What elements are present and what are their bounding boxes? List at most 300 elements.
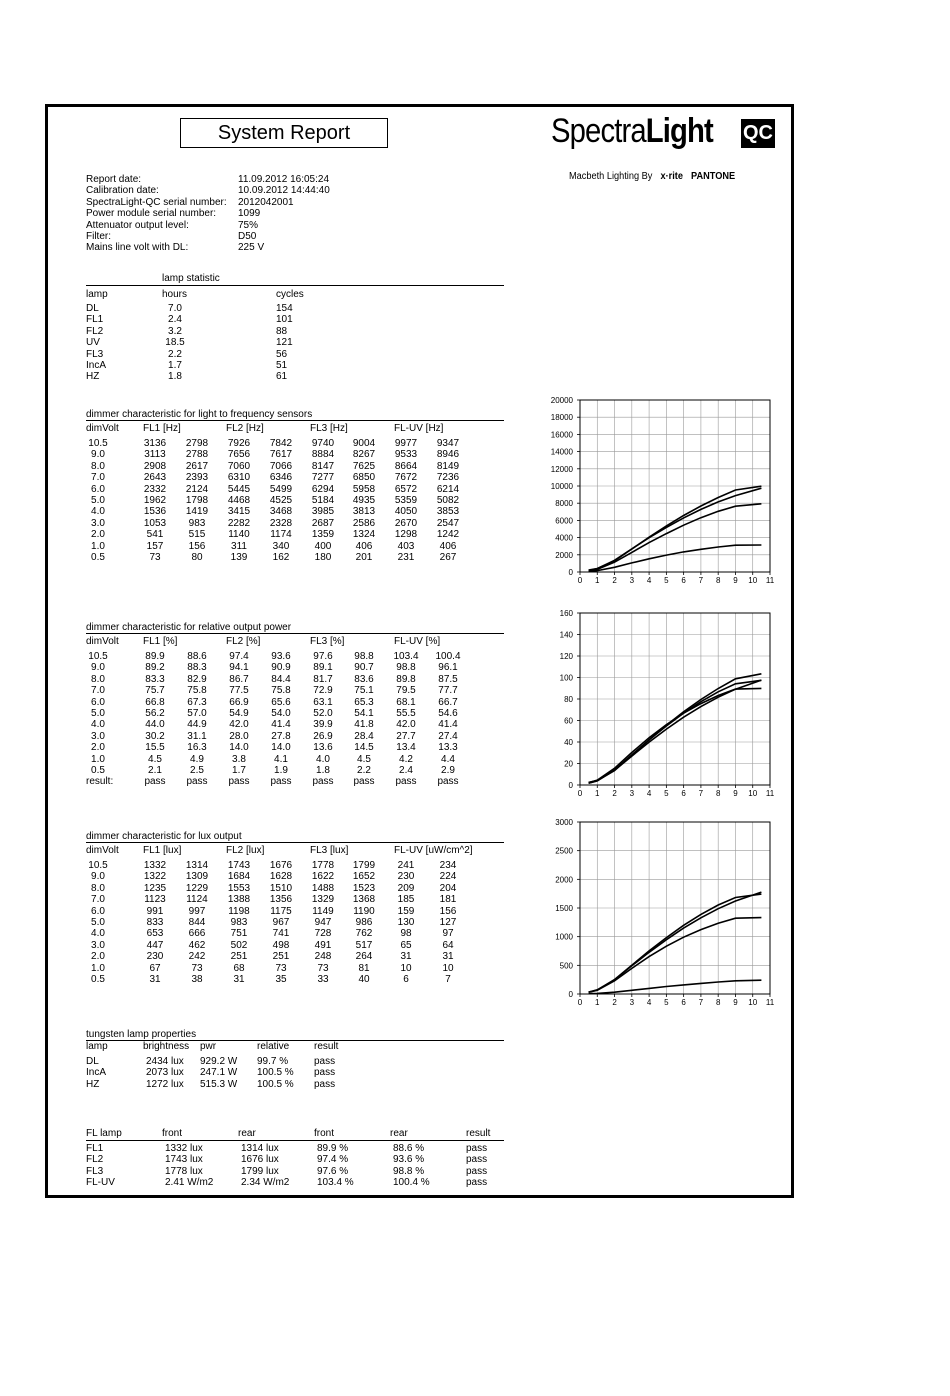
column-header: dimVolt: [86, 423, 119, 434]
result-cell: pass: [395, 776, 417, 788]
table-cell: 86.7: [229, 673, 249, 685]
result-cell: pass: [437, 776, 459, 788]
logo-pantone: PANTONE: [691, 171, 736, 182]
x-tick-label: 4: [646, 998, 652, 1007]
column-header: front: [162, 1128, 183, 1139]
table-cell: 1.9: [274, 765, 288, 776]
table-cell: 1368: [352, 894, 376, 906]
result-label: result:: [86, 776, 114, 788]
table-cell: 8147: [311, 460, 335, 472]
column-header: FL1 [lux]: [143, 845, 182, 856]
column-header: FL3 [lux]: [310, 845, 349, 856]
y-tick-label: 120: [559, 652, 573, 661]
table-cell: 1.7: [168, 360, 182, 371]
x-tick-label: 9: [733, 998, 738, 1007]
table-cell: 1272 lux: [146, 1078, 184, 1090]
table-cell: 82.9: [187, 673, 207, 685]
table-cell: 75.8: [271, 685, 291, 697]
table-cell: FL2: [86, 1154, 104, 1166]
table-cell: 1314: [185, 860, 209, 871]
table-cell: 31: [149, 974, 161, 985]
table-cell: 66.9: [229, 696, 249, 708]
table-cell: 57.0: [187, 708, 207, 719]
x-tick-label: 3: [629, 576, 635, 585]
table-cell: 241: [397, 860, 415, 871]
table-cell: 7236: [436, 472, 460, 484]
table-cell: 2788: [185, 449, 209, 461]
table-cell: pass: [466, 1143, 488, 1154]
column-header: FL3 [Hz]: [310, 423, 348, 434]
table-cell: 986: [355, 917, 373, 928]
table-cell: 9347: [436, 438, 460, 449]
table-cell: 7.0: [168, 303, 182, 314]
table-cell: 65: [400, 939, 412, 951]
table-cell: FL2: [86, 325, 104, 337]
table-cell: 3468: [269, 506, 293, 518]
table-cell: 2.2: [168, 348, 182, 360]
table-cell: 181: [439, 894, 457, 906]
column-header: relative: [257, 1041, 290, 1052]
column-header: pwr: [200, 1041, 217, 1052]
table-cell: 89.2: [145, 662, 165, 674]
table-cell: 1.7: [232, 765, 246, 776]
table-cell: 1622: [311, 871, 335, 883]
table-cell: 31.1: [187, 730, 207, 742]
table-cell: 103.4 %: [317, 1177, 354, 1189]
table-cell: 101: [276, 314, 293, 326]
table-cell: 38: [191, 974, 203, 985]
table-cell: 13.3: [438, 742, 458, 754]
table-cell: 1962: [143, 495, 167, 506]
table-cell: 983: [188, 517, 206, 529]
table-cell: 31: [442, 951, 454, 963]
y-tick-label: 4000: [555, 533, 573, 543]
table-cell: 7625: [352, 460, 376, 472]
table-cell: 406: [355, 540, 373, 552]
table-cell: 498: [272, 939, 290, 951]
table-cell: 541: [146, 529, 164, 541]
table-cell: 3853: [436, 506, 460, 518]
table-cell: 8946: [436, 449, 460, 461]
table-cell: 1332: [143, 860, 167, 871]
table-cell: 28.4: [354, 730, 374, 742]
table-cell: 251: [272, 951, 290, 963]
table-cell: 230: [397, 871, 415, 883]
table-cell: 14.5: [354, 742, 374, 754]
table-cell: 340: [272, 540, 290, 552]
column-header: lamp: [86, 289, 108, 300]
table-cell: 2393: [185, 472, 209, 484]
table-cell: 1676: [269, 860, 293, 871]
table-cell: 7672: [394, 472, 418, 484]
info-label: Report date:: [86, 174, 142, 185]
table-cell: 97.6: [313, 651, 333, 662]
table-cell: 51: [276, 360, 288, 371]
column-header: FL-UV [uW/cm^2]: [394, 845, 473, 856]
result-cell: pass: [186, 776, 208, 788]
table-cell: 9004: [352, 438, 376, 449]
table-cell: 1314 lux: [241, 1143, 279, 1154]
column-header: FL2 [%]: [226, 636, 261, 647]
table-cell: 2687: [311, 517, 335, 529]
table-cell: 2908: [143, 460, 167, 472]
info-label: Filter:: [86, 231, 111, 242]
table-cell: HZ: [86, 371, 100, 383]
info-value: 1099: [238, 208, 261, 220]
section-title: lamp statistic: [162, 273, 220, 284]
table-cell: 31: [400, 951, 412, 963]
table-cell: 515.3 W: [200, 1078, 238, 1090]
table-cell: 2.9: [441, 765, 455, 776]
table-cell: 502: [230, 939, 248, 951]
column-header: FL-UV [Hz]: [394, 423, 444, 434]
table-cell: 1488: [311, 882, 335, 894]
table-cell: 1523: [352, 882, 376, 894]
table-cell: 162: [272, 552, 290, 563]
table-cell: 9.0: [91, 871, 105, 883]
table-cell: 4.5: [148, 753, 162, 765]
x-tick-label: 3: [629, 789, 635, 798]
y-tick-label: 0: [568, 990, 573, 999]
table-cell: HZ: [86, 1078, 100, 1090]
table-cell: 77.7: [438, 685, 458, 697]
table-cell: 7.0: [91, 685, 105, 697]
table-cell: 98.8 %: [393, 1165, 425, 1177]
table-cell: 1332 lux: [165, 1143, 203, 1154]
table-cell: 15.5: [145, 742, 165, 754]
table-cell: 8884: [311, 449, 335, 461]
table-cell: 515: [188, 529, 206, 541]
table-cell: 947: [314, 917, 332, 928]
result-cell: pass: [270, 776, 292, 788]
table-cell: 13.6: [313, 742, 333, 754]
table-cell: 3985: [311, 506, 335, 518]
table-cell: 154: [276, 303, 293, 314]
table-cell: 762: [355, 928, 373, 940]
table-cell: 100.4: [435, 651, 461, 662]
table-cell: 2434 lux: [146, 1056, 184, 1067]
table-cell: 88.3: [187, 662, 207, 674]
table-cell: DL: [86, 1056, 99, 1067]
y-tick-label: 1000: [555, 932, 573, 942]
table-cell: 127: [439, 917, 457, 928]
table-cell: pass: [466, 1154, 488, 1166]
table-cell: 247.1 W: [200, 1067, 238, 1079]
table-cell: 1198: [228, 905, 250, 917]
column-header: rear: [390, 1128, 408, 1139]
x-tick-label: 11: [765, 998, 775, 1007]
column-header: rear: [238, 1128, 256, 1139]
table-cell: 2.0: [91, 742, 105, 754]
info-label: Attenuator output level:: [86, 219, 189, 231]
result-cell: pass: [312, 776, 334, 788]
table-cell: 44.0: [145, 719, 165, 731]
table-cell: 2643: [143, 472, 167, 484]
table-cell: 31: [233, 974, 245, 985]
section-title: dimmer characteristic for light to frequency sensors: [86, 409, 313, 420]
x-tick-label: 1: [595, 789, 600, 798]
table-cell: 6.0: [91, 483, 105, 495]
info-value: 225 V: [238, 242, 265, 254]
table-cell: 9533: [394, 449, 418, 461]
table-cell: 80: [191, 552, 203, 563]
table-cell: 65.3: [354, 696, 374, 708]
column-header: dimVolt: [86, 636, 119, 647]
table-cell: 18.5: [165, 337, 185, 349]
table-cell: 8267: [352, 449, 376, 461]
column-header: hours: [162, 289, 188, 300]
table-cell: 156: [439, 905, 457, 917]
x-tick-label: 2: [612, 998, 617, 1007]
table-cell: FL3: [86, 1165, 104, 1177]
y-tick-label: 2500: [555, 846, 573, 856]
table-cell: 5082: [436, 495, 460, 506]
y-tick-label: 2000: [555, 875, 573, 885]
table-cell: 75.1: [354, 685, 374, 697]
table-cell: 68.1: [396, 696, 416, 708]
table-cell: 67: [149, 962, 161, 974]
table-cell: 89.8: [396, 673, 416, 685]
table-cell: 8149: [436, 460, 460, 472]
table-cell: 98.8: [354, 651, 374, 662]
table-cell: 1.0: [91, 540, 105, 552]
table-cell: 4935: [352, 495, 376, 506]
table-cell: 4.5: [357, 753, 371, 765]
table-cell: 6.0: [91, 905, 105, 917]
table-cell: 4525: [269, 495, 293, 506]
table-cell: 97.4: [229, 651, 249, 662]
table-cell: 2.0: [91, 951, 105, 963]
table-cell: 10: [442, 962, 454, 974]
info-value: 10.09.2012 14:44:40: [238, 185, 330, 197]
table-cell: 406: [439, 540, 457, 552]
table-cell: 3415: [227, 506, 251, 518]
x-tick-label: 5: [664, 576, 669, 585]
table-cell: 10.5: [88, 651, 108, 662]
y-tick-label: 6000: [555, 516, 573, 526]
y-tick-label: 16000: [550, 430, 573, 440]
table-cell: 7066: [269, 460, 293, 472]
table-cell: 81.7: [313, 673, 333, 685]
table-cell: 130: [397, 917, 415, 928]
table-cell: 1140: [228, 529, 250, 541]
x-tick-label: 0: [577, 576, 583, 585]
y-tick-label: 100: [559, 673, 573, 683]
table-cell: 54.0: [271, 708, 291, 719]
table-cell: 6310: [227, 472, 251, 484]
table-cell: 103.4: [393, 651, 419, 662]
result-cell: pass: [228, 776, 250, 788]
table-cell: 2.5: [190, 765, 204, 776]
table-cell: 1510: [269, 882, 293, 894]
table-cell: 39.9: [313, 719, 333, 731]
table-cell: 844: [188, 917, 206, 928]
table-cell: 983: [230, 917, 248, 928]
table-cell: 2798: [185, 438, 209, 449]
column-header: cycles: [276, 289, 304, 300]
x-tick-label: 10: [748, 998, 758, 1007]
x-tick-label: 9: [733, 576, 738, 585]
table-cell: 5445: [227, 483, 251, 495]
y-tick-label: 8000: [555, 499, 573, 509]
table-cell: 30.2: [145, 730, 165, 742]
table-cell: 159: [397, 905, 415, 917]
table-cell: 84.4: [271, 673, 291, 685]
x-tick-label: 8: [715, 789, 721, 798]
table-cell: 1652: [352, 871, 376, 883]
table-cell: 1.0: [91, 753, 105, 765]
y-tick-label: 0: [568, 568, 573, 577]
table-cell: 4.9: [190, 753, 204, 765]
section-title: tungsten lamp properties: [86, 1029, 197, 1040]
x-tick-label: 8: [715, 998, 721, 1007]
table-cell: 9.0: [91, 662, 105, 674]
info-value: 11.09.2012 16:05:24: [238, 174, 330, 185]
table-cell: 6214: [436, 483, 460, 495]
x-tick-label: 1: [595, 576, 600, 585]
table-cell: 1190: [353, 905, 375, 917]
y-tick-label: 0: [568, 781, 573, 790]
column-header: result: [314, 1041, 339, 1052]
table-cell: 4.1: [274, 753, 288, 765]
logo-xrite: x·rite: [660, 171, 683, 182]
table-cell: 1322: [143, 871, 167, 883]
table-cell: 75.7: [145, 685, 165, 697]
table-cell: 1356: [269, 894, 293, 906]
table-cell: 10.5: [88, 860, 108, 871]
table-cell: 7656: [227, 449, 251, 461]
table-cell: 3.2: [168, 325, 182, 337]
table-cell: 311: [231, 540, 247, 552]
table-cell: 73: [275, 962, 287, 974]
x-tick-label: 11: [765, 576, 775, 585]
table-cell: 264: [355, 951, 373, 963]
table-cell: 997: [188, 905, 206, 917]
table-cell: 728: [314, 928, 332, 940]
table-cell: 100.5 %: [257, 1078, 294, 1090]
y-tick-label: 2000: [555, 550, 573, 560]
table-cell: 5499: [269, 483, 293, 495]
table-cell: 5.0: [91, 917, 105, 928]
table-cell: 403: [397, 540, 415, 552]
table-cell: 1676 lux: [241, 1154, 279, 1166]
table-cell: 3.8: [232, 753, 246, 765]
x-tick-label: 8: [715, 576, 721, 585]
table-cell: 40: [358, 974, 370, 985]
table-cell: 230: [146, 951, 164, 963]
table-cell: 7.0: [91, 894, 105, 906]
x-tick-label: 0: [577, 789, 583, 798]
table-cell: 5.0: [91, 708, 105, 719]
table-cell: 204: [439, 882, 457, 894]
table-cell: 13.4: [396, 742, 416, 754]
table-cell: 741: [272, 928, 290, 940]
table-cell: 121: [276, 337, 293, 349]
table-cell: FL3: [86, 348, 104, 360]
table-cell: 10: [400, 962, 412, 974]
table-cell: 3136: [143, 438, 167, 449]
table-cell: 90.7: [354, 662, 374, 674]
table-cell: 9.0: [91, 449, 105, 461]
table-cell: 653: [146, 928, 164, 940]
table-cell: 2332: [143, 483, 167, 495]
table-cell: 14.0: [271, 742, 291, 754]
table-cell: 929.2 W: [200, 1056, 238, 1067]
table-cell: 1149: [312, 905, 334, 917]
table-cell: 991: [146, 905, 164, 917]
table-cell: 1174: [270, 529, 292, 541]
table-cell: 4.0: [316, 753, 330, 765]
table-cell: 2.4: [399, 765, 413, 776]
table-cell: 517: [355, 939, 373, 951]
table-cell: 28.0: [229, 730, 249, 742]
table-cell: 41.8: [354, 719, 374, 731]
table-cell: 2.1: [148, 765, 162, 776]
table-cell: 96.1: [438, 662, 458, 674]
table-cell: 0.5: [91, 974, 105, 985]
table-cell: 89.9: [145, 651, 165, 662]
table-cell: 5958: [352, 483, 376, 495]
table-cell: 234: [439, 860, 457, 871]
table-cell: 94.1: [229, 662, 249, 674]
table-cell: 6572: [394, 483, 418, 495]
table-cell: 242: [188, 951, 206, 963]
table-cell: 8.0: [91, 460, 105, 472]
x-tick-label: 4: [646, 789, 652, 798]
table-cell: 1628: [269, 871, 293, 883]
table-cell: 1359: [311, 529, 335, 541]
table-cell: 231: [397, 552, 415, 563]
table-cell: 7842: [269, 438, 293, 449]
section-title: dimmer characteristic for lux output: [86, 831, 242, 842]
table-cell: 1536: [143, 506, 167, 518]
table-cell: 2.2: [357, 765, 371, 776]
table-cell: 1798: [185, 495, 209, 506]
table-cell: 0.5: [91, 552, 105, 563]
table-cell: UV: [86, 337, 100, 349]
table-cell: 6: [403, 974, 409, 985]
table-cell: 97: [442, 928, 454, 940]
table-cell: 7277: [311, 472, 335, 484]
table-cell: 1799: [352, 860, 376, 871]
table-cell: 1799 lux: [241, 1165, 279, 1177]
table-cell: 4468: [227, 495, 251, 506]
y-tick-label: 80: [564, 695, 573, 704]
table-cell: 66.8: [145, 696, 165, 708]
y-tick-label: 160: [559, 609, 573, 618]
x-tick-label: 1: [595, 998, 600, 1007]
y-tick-label: 3000: [555, 818, 573, 827]
table-cell: pass: [314, 1056, 336, 1067]
column-header: lamp: [86, 1041, 108, 1052]
column-header: brightness: [143, 1041, 190, 1052]
x-tick-label: 11: [765, 789, 775, 798]
table-cell: 77.5: [229, 685, 249, 697]
y-tick-label: 1500: [555, 904, 573, 913]
y-tick-label: 10000: [550, 482, 573, 491]
table-cell: 1123: [144, 894, 166, 906]
table-cell: 201: [355, 552, 373, 563]
table-cell: DL: [86, 303, 99, 314]
table-cell: 73: [191, 962, 203, 974]
table-cell: FL1: [86, 314, 104, 326]
table-cell: 833: [146, 917, 164, 928]
table-cell: 3.0: [91, 730, 105, 742]
y-tick-label: 140: [559, 630, 573, 640]
table-cell: 7060: [227, 460, 251, 472]
table-cell: 1778: [311, 860, 335, 871]
x-tick-label: 5: [664, 998, 669, 1007]
